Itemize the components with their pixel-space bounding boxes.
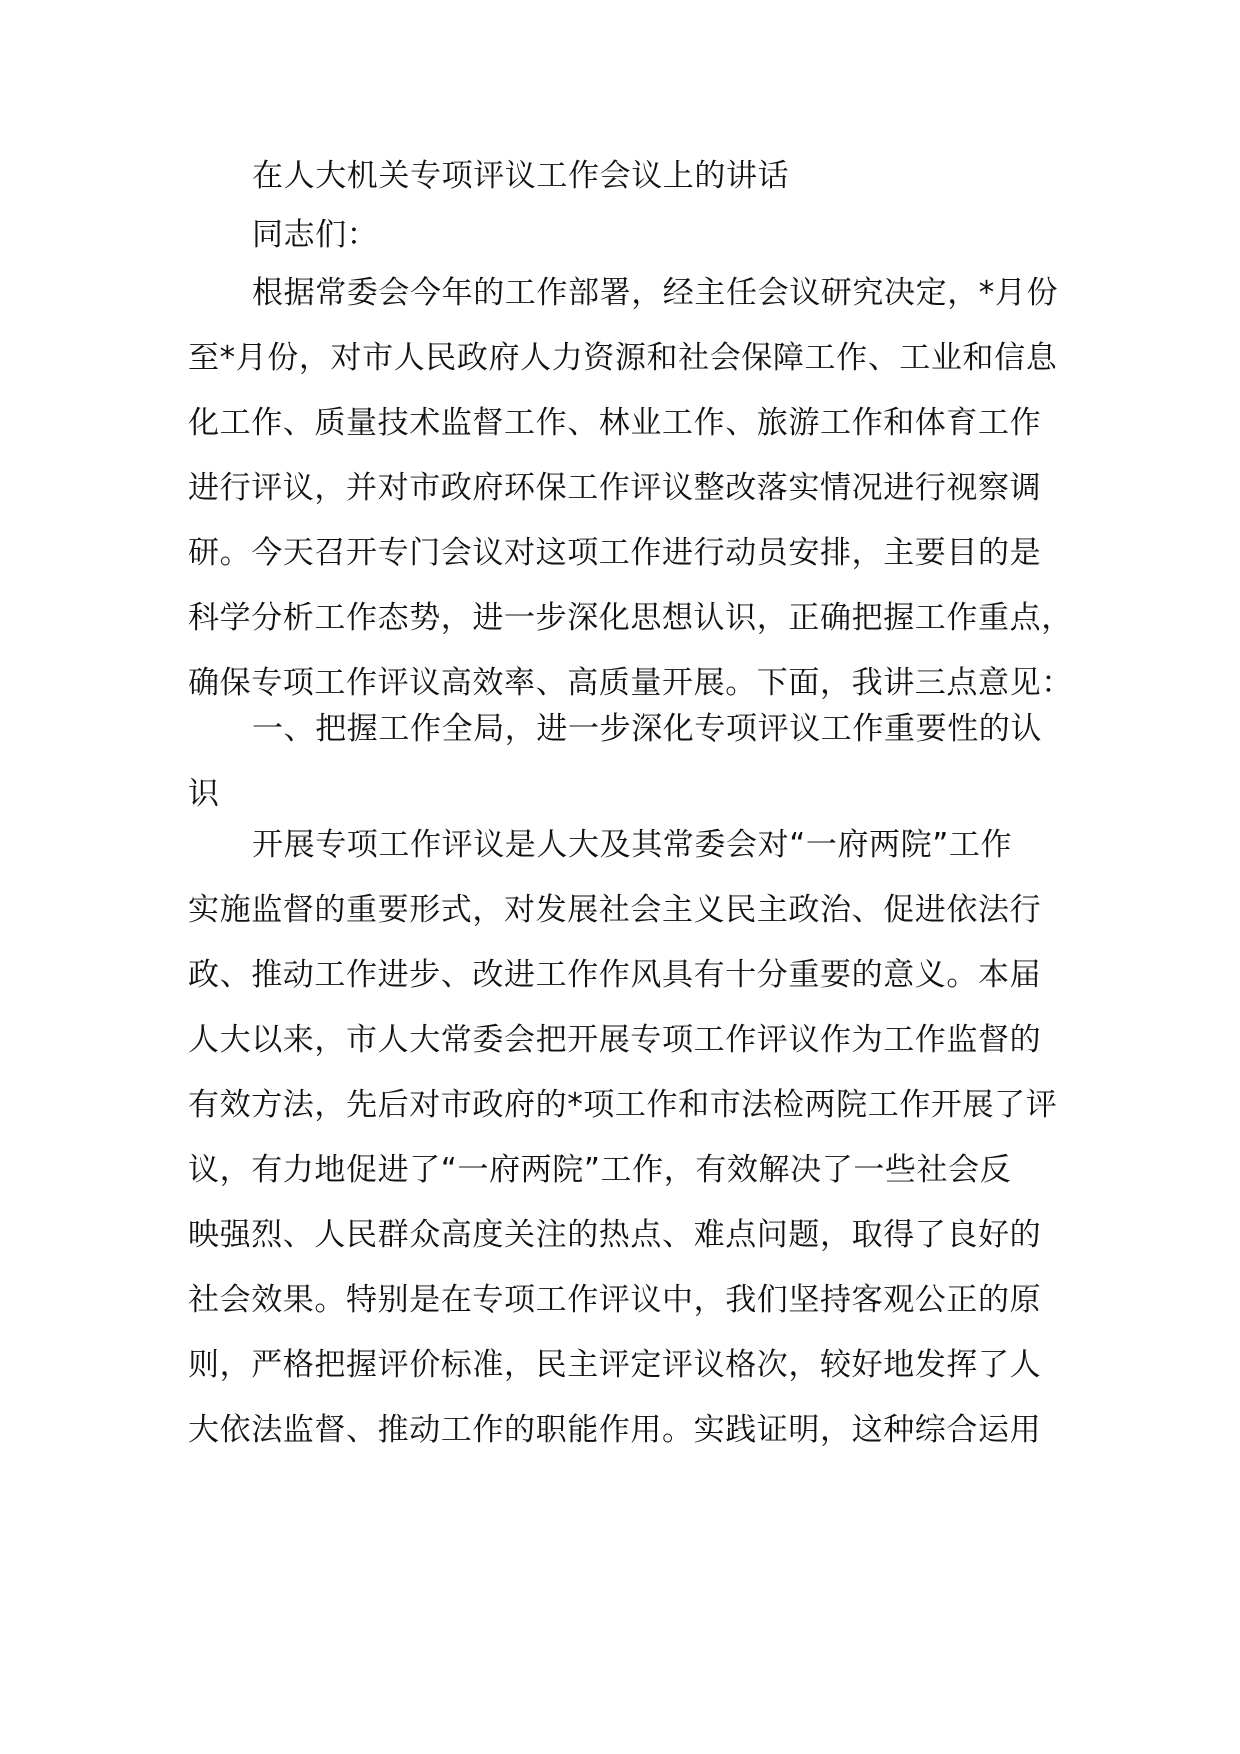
section-heading-1 (188, 697, 1068, 827)
paragraph-line: 科学分析工作态势，进一步深化思想认识，正确把握工作重点， (188, 600, 1073, 636)
title-line: 在人大机关专项评议工作会议上的讲话 (252, 158, 790, 194)
paragraph-line: 议，有力地促进了“一府两院”工作，有效解决了一些社会反 (188, 1152, 1012, 1188)
salutation-line: 同志们： (252, 217, 379, 253)
paragraph-line: 实施监督的重要形式，对发展社会主义民主政治、促进依法行 (188, 892, 1042, 928)
paragraph-line: 化工作、质量技术监督工作、林业工作、旅游工作和体育工作 (188, 405, 1042, 441)
paragraph-line: 研。今天召开专门会议对这项工作进行动员安排，主要目的是 (188, 535, 1042, 571)
paragraph-line: 大依法监督、推动工作的职能作用。实践证明，这种综合运用 (188, 1412, 1042, 1448)
paragraph-line: 至*月份，对市人民政府人力资源和社会保障工作、工业和信息 (188, 340, 1058, 376)
paragraph-line: 政、推动工作进步、改进工作作风具有十分重要的意义。本届 (188, 957, 1042, 993)
paragraph-line: 有效方法，先后对市政府的*项工作和市法检两院工作开展了评 (188, 1087, 1058, 1123)
paragraph-line: 社会效果。特别是在专项工作评议中，我们坚持客观公正的原 (188, 1282, 1042, 1318)
document-title (188, 144, 1068, 209)
salutation (188, 203, 1068, 268)
paragraph-2 (188, 813, 1068, 1463)
paragraph-line: 则，严格把握评价标准，民主评定评议格次，较好地发挥了人 (188, 1347, 1042, 1383)
heading-line: 一、把握工作全局，进一步深化专项评议工作重要性的认 (252, 711, 1042, 747)
paragraph-1 (188, 261, 1073, 716)
paragraph-line: 确保专项工作评议高效率、高质量开展。下面，我讲三点意见： (188, 665, 1073, 701)
paragraph-line: 根据常委会今年的工作部署，经主任会议研究决定，*月份 (252, 275, 1059, 311)
paragraph-line: 映强烈、人民群众高度关注的热点、难点问题，取得了良好的 (188, 1217, 1042, 1253)
paragraph-line: 进行评议，并对市政府环保工作评议整改落实情况进行视察调 (188, 470, 1042, 506)
heading-line: 识 (188, 776, 220, 812)
paragraph-line: 人大以来，市人大常委会把开展专项工作评议作为工作监督的 (188, 1022, 1042, 1058)
paragraph-line: 开展专项工作评议是人大及其常委会对“一府两院”工作 (252, 827, 1013, 863)
